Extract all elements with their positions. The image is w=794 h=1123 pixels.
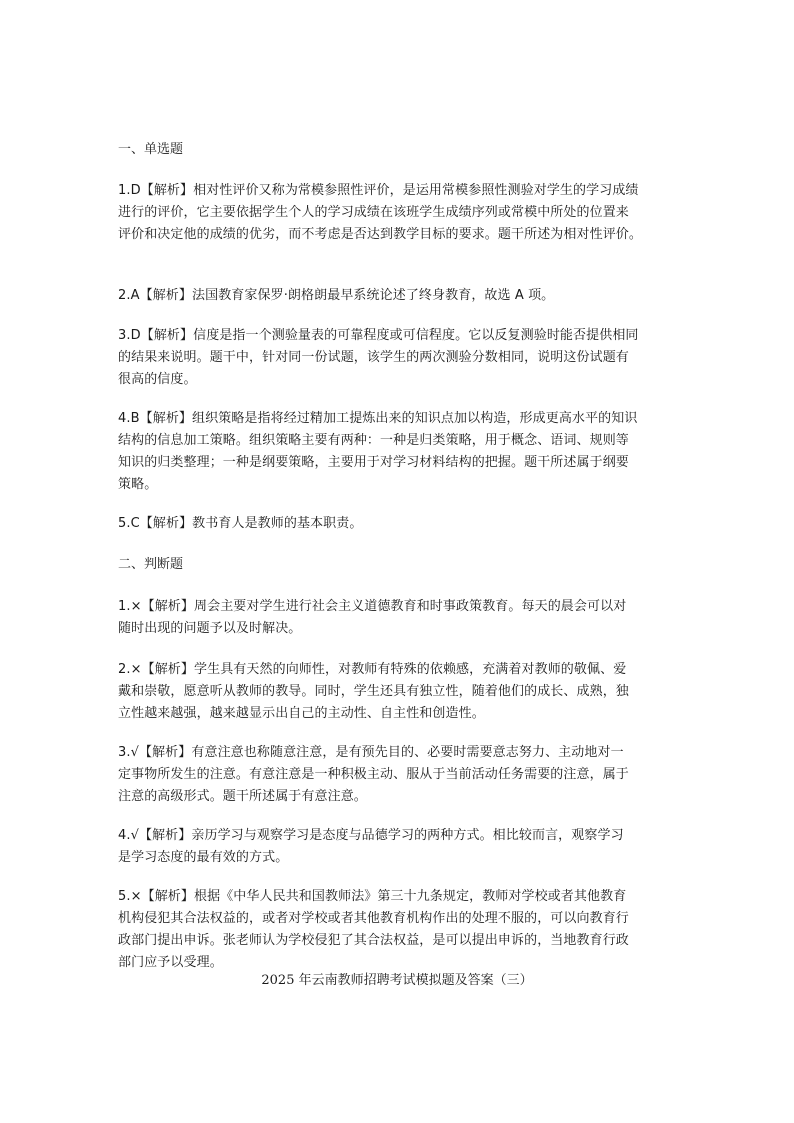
answer-line: 策略。: [118, 477, 158, 492]
answer-item-s2-4: [118, 825, 680, 869]
answer-line: 5.×【解析】根据《中华人民共和国教师法》第三十九条规定，教师对学校或者其他教育: [118, 889, 627, 904]
answer-line: 政部门提出申诉。张老师认为学校侵犯了其合法权益，是可以提出申诉的，当地教育行政: [118, 933, 629, 948]
answer-line: 4.√【解析】亲历学习与观察学习是态度与品德学习的两种方式。相比较而言，观察学习: [118, 828, 624, 843]
answer-line: 机构侵犯其合法权益的，或者对学校或者其他教育机构作出的处理不服的，可以向教育行: [118, 911, 629, 926]
answer-item-s1-3: [118, 325, 680, 391]
document-title-footer: 2025 年云南教师招聘考试模拟题及答案（三）: [261, 973, 533, 988]
answer-line: 注意的高级形式。题干所述属于有意注意。: [118, 789, 367, 804]
answer-line: 5.C【解析】教书育人是教师的基本职责。: [118, 516, 363, 531]
answer-line: 随时出现的问题予以及时解决。: [118, 621, 302, 636]
answer-line: 2.A【解析】法国教育家保罗·朗格朗最早系统论述了终身教育，故选 A 项。: [118, 288, 555, 303]
answer-line: 立性越来越强，越来越显示出自己的主动性、自主性和创造性。: [118, 706, 485, 721]
answer-line: 戴和崇敬，愿意听从教师的教导。同时，学生还具有独立性，随着他们的成长、成熟，独: [118, 684, 629, 699]
answer-line: 1.D【解析】相对性评价又称为常模参照性评价，是运用常模参照性测验对学生的学习成绩: [118, 183, 639, 198]
answer-line: 的结果来说明。题干中，针对同一份试题，该学生的两次测验分数相同，说明这份试题有: [118, 350, 629, 365]
answer-line: 是学习态度的最有效的方式。: [118, 850, 289, 865]
answer-line: 结构的信息加工策略。组织策略主要有两种：一种是归类策略，用于概念、语词、规则等: [118, 433, 629, 448]
answer-item-s2-5: [118, 886, 680, 974]
answer-line: 进行的评价，它主要依据学生个人的学习成绩在该班学生成绩序列或常模中所处的位置来: [118, 205, 629, 220]
answer-line: 4.B【解析】组织策略是指将经过精加工提炼出来的知识点加以构造，形成更高水平的知识: [118, 411, 638, 426]
answer-line: 评价和决定他的成绩的优劣，而不考虑是否达到教学目标的要求。题干所述为相对性评价。: [118, 227, 643, 242]
answer-line: 1.×【解析】周会主要对学生进行社会主义道德教育和时事政策教育。每天的晨会可以对: [118, 599, 627, 614]
answer-line: 3.√【解析】有意注意也称随意注意，是有预先目的、必要时需要意志努力、主动地对一: [118, 745, 624, 760]
answer-line: 知识的归类整理；一种是纲要策略，主要用于对学习材料结构的把握。题干所述属于纲要: [118, 455, 629, 470]
answer-item-s1-5: [118, 513, 680, 535]
section-title-single-choice: 一、单选题: [118, 142, 184, 157]
answer-item-s1-1: [118, 180, 680, 246]
answer-item-s2-2: [118, 659, 680, 725]
answer-item-s2-3: [118, 742, 680, 808]
answer-item-s1-2: [118, 285, 680, 307]
answer-line: 部门应予以受理。: [118, 955, 223, 970]
answer-line: 很高的信度。: [118, 372, 197, 387]
answer-line: 3.D【解析】信度是指一个测验量表的可靠程度或可信程度。它以反复测验时能否提供相同: [118, 328, 639, 343]
answer-line: 2.×【解析】学生具有天然的向师性，对教师有特殊的依赖感，充满着对教师的敬佩、爱: [118, 662, 627, 677]
section-title-true-false: 二、判断题: [118, 557, 184, 572]
answer-item-s1-4: [118, 408, 680, 496]
answer-item-s2-1: [118, 596, 680, 640]
answer-line: 定事物所发生的注意。有意注意是一种积极主动、服从于当前活动任务需要的注意，属于: [118, 767, 629, 782]
